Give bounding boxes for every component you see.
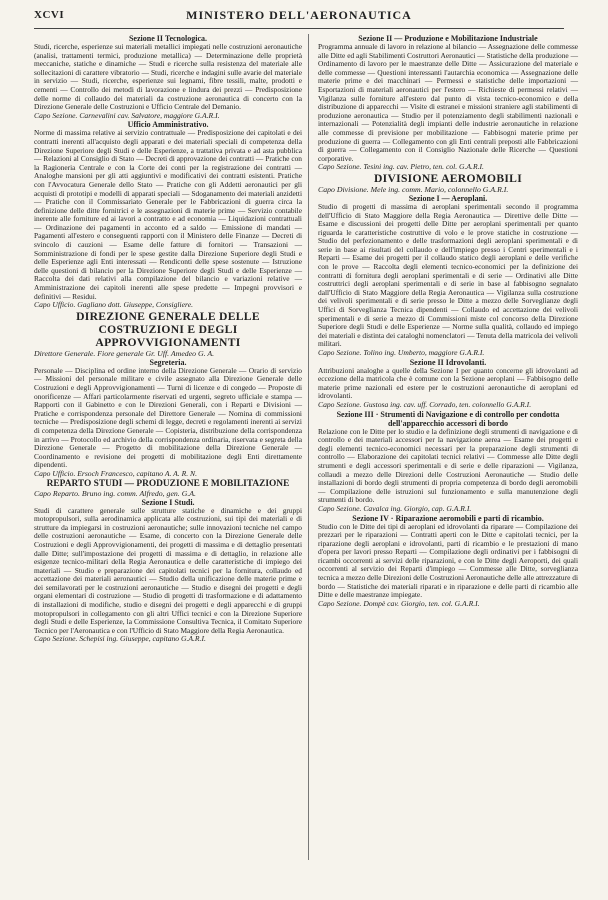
left-column xyxy=(34,34,302,644)
section-title-idrovolanti: Sezione II Idrovolanti. xyxy=(409,357,487,367)
section-body-studi: Studi di carattere generale sulle strutture statiche e dinamiche e dei gruppi motopropulsori, sulla aerodinamica applicata alle costruzioni, sui tipi dei materiali e di strutture da impiegarsi in costruzioni aeronautiche; sulle innovazioni tecniche nel campo delle costruzioni aeronautiche — Esame, di concerto con la Direzione Generale delle Costruzioni e degli Approvvigionamenti, dei progetti di massima e di dettaglio presentati dalle Ditte; sull'impostazione dei progetti di massima e di dettaglio, in relazione alle esigenze tecnico-militari della Regia Aeronautica e delle caratteristiche di impiego dei materiali — Studio e preparazione dei capitolati tecnici per la fornitura, collaudo ed accettazione dei materiali aeronautici — Studio della unificazione delle materie prime e dei semilavorati per le costruzioni aeronautiche — Studio e disegni dei progetti e degli organi elementari di costruzione — Studio di progetti di trasformazione e di adattamento di installazioni di modifiche, studio e disegni dei progetti e degli apparecchi e di gruppi motopropulsori in collegamento con gli altri Uffici tecnici e con la Direzione Superiore degli Studi e delle Esperienze, la Commissione Consultiva Tecnica, il Comitato Superiore Tecnico per l'Aeronautica e con l'Ufficio di Stato Maggiore della Regia Aeronautica. xyxy=(34,505,302,635)
section-head-produzione: Capo Sezione. Tesini ing. cav. Pietro, ten. col. G.A.R.I. xyxy=(318,162,484,172)
right-column xyxy=(318,34,578,608)
section-head-riparazione: Capo Sezione. Dompè cav. Giorgio, ten. col. G.A.R.I. xyxy=(318,598,480,608)
section-title-tecnologica: Sezione II Tecnologica. xyxy=(128,34,207,43)
section-head-idrovolanti: Capo Sezione. Gustosa ing. cav. uff. Corrado, ten. colonnello G.A.R.I. xyxy=(318,399,532,409)
running-title: MINISTERO DELL'AERONAUTICA xyxy=(186,8,412,22)
section-title-amministrativo: Ufficio Amministrativo. xyxy=(127,120,209,130)
section-head-segreteria: Capo Ufficio. Ersoch Francesco, capitano A. A. R. N. xyxy=(34,468,197,478)
reparto-title: REPARTO STUDI — PRODUZIONE E MOBILITAZIONE xyxy=(46,478,290,489)
section-head-studi: Capo Sezione. Schepisi ing. Giuseppe, capitano G.A.R.I. xyxy=(34,634,206,644)
section-head-strumenti: Capo Sezione. Cavalca ing. Giorgio, cap. G.A.R.I. xyxy=(318,503,472,513)
section-body-idrovolanti: Attribuzioni analoghe a quelle della Sezione I per quanto concerne gli idrovolanti ad eccezione della matricola che è comune con la Sezione aeroplani — Fabbisogno delle materie prime nazionali ed estere per le costruzioni aeronautiche di aeroplani ed idrovolanti. xyxy=(318,365,578,401)
section-title-segreteria: Segreteria. xyxy=(149,357,187,367)
section-body-segreteria: Personale — Disciplina ed ordine interno della Direzione Generale — Orario di servizio — Missioni del personale militare e civile assegnato alla Direzione Generale delle Costruzioni e degli Approvvigionamenti — Turni di licenze e di congedo — Proposte di onorificenze — Affari particolarmente riservati ed urgenti, segreto ufficiale e stampa — Rapporti con il Gabinetto e con le Direzioni Generali, con i Reparti e Divisioni — Pratiche e corrispondenza personale del Direttore Generale — Nomina di commissioni tecniche — Predisposizione degli schemi di legge, decreti e regolamenti inerenti ai servizi di competenza della Direzione Generale — Copisteria, distribuzione della corrispondenza in arrivo — Protocollo ed archivio della corrispondenza ordinaria, riservata e segreta della Direzione Generale — Progetto di mobilitazione della Direzione Generale — Coordinamento e revisione dei progetti di mobilitazione degli Enti direttamente dipendenti. xyxy=(34,365,302,470)
section-title-studi: Sezione I Studi. xyxy=(141,497,195,507)
section-head-amministrativo: Capo Ufficio. Gagliano dott. Giuseppe, Consigliere. xyxy=(34,300,193,310)
direction-title: DIREZIONE GENERALE DELLE COSTRUZIONI E DEGLI APPROVVIGIONAMENTI xyxy=(76,309,260,349)
section-head-aeroplani: Capo Sezione. Tolino ing. Umberto, maggiore G.A.R.I. xyxy=(318,348,485,357)
section-body-tecnologica: Studi, ricerche, esperienze sui materiali metallici impiegati nelle costruzioni aeronautiche (analisi, trattamenti termici, produzione metallica) — Determinazione delle proprietà meccaniche, statiche e dinamiche — Studi e ricerche sulla resistenza del materiale alle sollecitazioni di carattere vibratorio — Studi, ricerche e indagini sulle avarie del materiale in servizio — Studi, ricerche, esperienze sui legnami, fibre tessili, malte, prodotti e cementi — Controllo dei metodi di lavorazione e lindura dei prezzi — Predisposizione delle norme di collaudo dei materiali da costruzione aeronautica di concerto con la Direzione Generale delle Costruzioni e Ufficio Centrale del Demanio. xyxy=(34,42,302,112)
section-title-riparazione: Sezione IV · Riparazione aeromobili e parti di ricambio. xyxy=(352,513,544,523)
section-body-strumenti: Relazione con le Ditte per lo studio e la definizione degli strumenti di navigazione e di controllo e dei materiali accessori per la navigazione aerea — Esame dei progetti e degli elementi tecnico-economici necessari per la preparazione degli strumenti di controllo — Elaborazione dei capitolati tecnici relativi — Commesse alle Ditte degli strumenti e degli accessori sperimentali e di serie e delle riparazioni — Vigilanza, collaudi a mezzo delle Direzioni delle Costruzioni Aeronautiche — Studio delle installazioni di bordo degli strumenti di propria competenza di bordo degli aeromobili — Compilazione delle istruzioni sul funzionamento e sulla manutenzione degli strumenti di bordo. xyxy=(318,426,578,505)
section-title-produzione: Sezione II — Produzione e Mobilitazione Industriale xyxy=(358,34,538,43)
reparto-head: Capo Reparto. Bruno ing. comm. Alfredo, gen. G.A. xyxy=(34,488,196,498)
direction-head: Direttore Generale. Fiore generale Gr. Uff. Amedeo G. A. xyxy=(34,348,215,358)
section-title-strumenti: Sezione III · Strumenti di Navigazione e di controllo per condotta dell'apparecchio accessori di bordo xyxy=(336,409,560,428)
section-body-amministrativo: Norme di massima relative ai servizio contrattuale — Predisposizione dei capitolati e dei contratti inerenti all'acquisto degli apparati e dei materiali speciali di competenza della Direzione Superiore degli Studi e delle Esperienze, a trattativa privata e ad asta pubblica — Relazioni al Consiglio di Stato — Decreti di approvazione dei contratti — Pratiche con la Ragioneria Centrale e con la Corte dei conti per la registrazione dei contratti — Analoghe mansioni per gli atti aggiuntivi e modificativi dei contratti esistenti. Pratiche con l'Avvocatura Generale dello Stato — Pratiche con gli Addetti aeronautici per gli acquisti di prototipi e modelli di apparati speciali — Sdoganamento dei materiali anzidetti — Pratiche con il Commissariato Generale per le Fabbricazioni di guerra circa la definizione delle ditte fornitrici e le assegnazioni di materie prime — Servizio contabile inerente alle forniture ed ai lavori a contratto e ad economia — Liquidazioni contrattuali — Ordinazione dei pagamenti in acconto ed a saldo — Emissione di mandati — Pagamenti all'estero e conseguenti rapporti con il Ministero delle Finanze — Decreti di svincolo di cauzioni — Esame delle fatture di fornitori — Transazioni — Somministrazione di fondi per le spese gestite dalla Direzione Superiore degli Studi e delle Esperienze agli Enti interessati — Rendiconti delle spese sostenute — Istruzione delle questioni di bilancio per la Direzione Superiore degli Studi e delle Esperienze — Raccolta dei dati relativi alla compilazione del bilancio e variazioni relative — Amministrazione dei capitoli inerenti alle spese predette — Impegni provvisori e definitivi — Residui. xyxy=(34,128,302,301)
page-folio: XCVI xyxy=(34,9,65,21)
division-title: DIVISIONE AEROMOBILI xyxy=(373,171,523,185)
section-body-riparazione: Studio con le Ditte dei tipi di aeroplani ed idrovolanti da riparare — Compilazione dei prezzari per le riparazioni — Contratti aperti con le Ditte e capitolati tecnici, per la riparazione degli aeroplani e idrovolanti, parti di ricambio e le prestazioni di mano d'opera per lavori presso Reparti — Compilazione degli ordinativi per i fabbisogni di ricambi occorrenti ai servizi delle riparazioni, e con le Ditte degli Aeroporti, dei quali occorrenti al servizio dei Reparti d'impiego — Commesse alle Ditte, sorveglianza tecnica a mezzo delle Direzioni delle Costruzioni Aeronautiche delle alle attrezzature di bordo — Statistiche dei materiali riparati e in riparazione e delle parti di ricambio alle Ditte e delle maestranze impiegate. xyxy=(318,521,578,600)
page-header xyxy=(34,6,564,29)
section-body-aeroplani: Studio di progetti di massima di aeroplani sperimentali secondo il programma dell'Ufficio di Stato Maggiore della Regia Aeronautica — Direttive delle Ditte — Esame e discussioni dei progetti delle Ditte per aeroplani sperimentali per quanto riguarda le caratteristiche costruttive di volo e le prove statiche in costruzione — Studio del perfezionamento e delle trasformazioni degli aeroplani sperimentali e di serie in base ai risultati del collaudo e dell'impiego presso i Centri sperimentali e i Reparti — Esame dei progetti per il collaudo statico degli aeroplani e delle verifiche con le prove — Raccolta degli elementi tecnico-economici per la definizione dei contratti di fornitura degli aeroplani sperimentali e di serie — Ordinativi alle Ditte costruttrici degli aeroplani sperimentali e di serie in base al fabbisogno segnalato dall'Ufficio di Stato Maggiore della Regia Aeronautica — Vigilanza sulla costruzione dei velivoli sperimentali e di serie presso le Ditte a mezzo delle Sorveglianze degli Uffici di Sorveglianza Tecnica dipendenti — Collaudo ed accettazione dei velivoli sperimentali e di serie a mezzo di Commissioni miste col concorso della Direzione Superiore degli Studi e delle Esperienze — Norme sulla qualità, collaudo ed impiego dei materiali e distinta dei cataloghi nomenclatori — Tenuta della matricola dei velivoli militari. xyxy=(318,201,578,349)
column-divider xyxy=(308,34,309,860)
division-head: Capo Divisione. Mele ing. comm. Mario, colonnello G.A.R.I. xyxy=(318,184,509,194)
section-title-aeroplani: Sezione I — Aeroplani. xyxy=(408,193,488,203)
section-body-produzione: Programma annuale di lavoro in relazione al bilancio — Assegnazione delle commesse alle Ditte ed agli Stabilimenti Costruttori Aeronautici — Statistiche della produzione — Ordinamento di lavoro per le maestranze delle Ditte — Assicurazione del materiale e delle commesse — Questioni interessanti l'autarchia economica — Assegnazione delle materie prime e dei macchinari — Permessi e statistiche delle importazioni — Esportazioni di materiali aeronautici per l'estero — Richieste di permessi relativi — Vigilanza sulle forniture all'estero dal punto di vista tecnico-economico e della distribuzione di apparecchi — Visite di estranei e missioni straniere agli stabilimenti di produzione aeronautica — Studio per il potenziamento degli stabilimenti nazionali e internazionali — Potenzialità degli impianti delle industrie aeronautiche in relazione alle commesse di previsione per mobilitazione — Fabbisogni materie prime per produzione di guerra — Collegamento con gli Enti centrali preposti alle Fabbricazioni di guerra — Collegamento con il Consiglio Nazionale delle Ricerche — Questioni corporative. xyxy=(318,42,578,163)
section-head-tecnologica: Capo Sezione. Carnevalini cav. Salvatore, maggiore G.A.R.I. xyxy=(34,110,220,120)
